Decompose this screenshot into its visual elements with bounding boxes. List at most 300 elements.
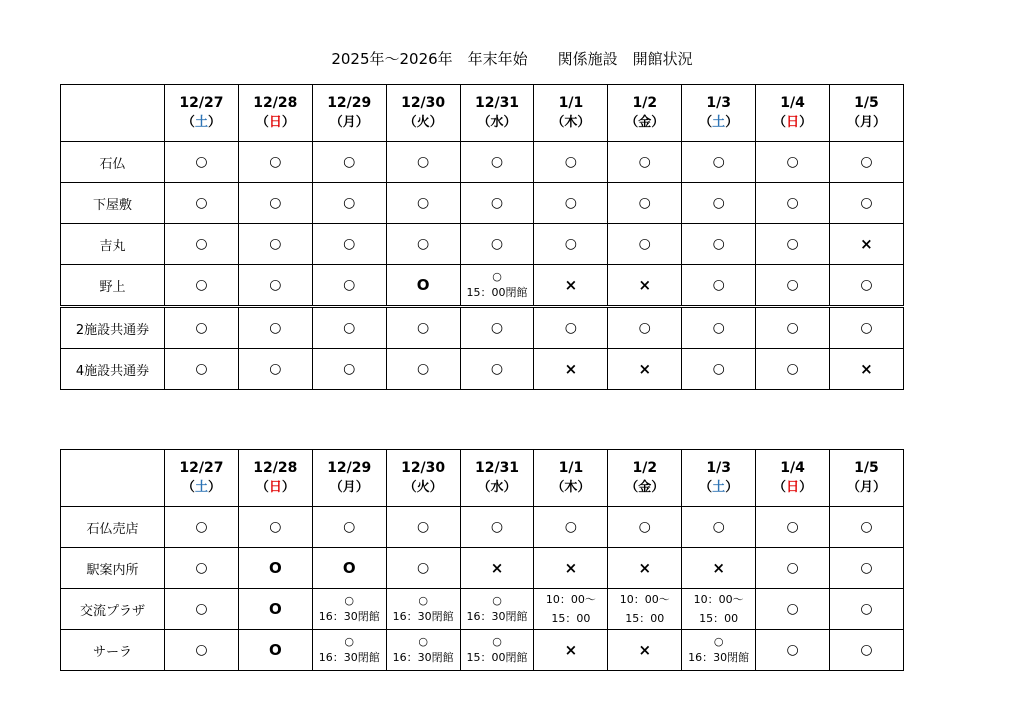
open-mark: ○: [417, 519, 430, 535]
status-note: 16：30閉館: [392, 651, 454, 664]
weekday-label: （土）: [699, 480, 739, 495]
date-label: 1/2: [632, 460, 658, 476]
status-cell: [534, 630, 608, 671]
status-cell: [238, 507, 312, 548]
status-cell: [608, 265, 682, 307]
status-cell: [830, 307, 904, 349]
hours-text: 15：00: [625, 612, 665, 625]
date-label: 1/5: [854, 460, 879, 476]
hours-text: 15：00: [699, 612, 739, 625]
status-cell: [238, 548, 312, 589]
facility-name: サーラ: [61, 630, 165, 671]
date-label: 1/5: [854, 95, 879, 111]
status-cell: [386, 507, 460, 548]
weekday-char: 日: [268, 115, 282, 130]
date-header-cell: [756, 450, 830, 507]
status-cell: [312, 307, 386, 349]
status-cell: [386, 224, 460, 265]
status-symbol: ○: [344, 635, 355, 648]
date-label: 12/29: [327, 460, 372, 476]
status-symbol: ○: [344, 594, 355, 607]
date-label: 12/29: [327, 95, 372, 111]
open-mark: ○: [712, 320, 725, 336]
status-note: 16：30閉館: [466, 610, 528, 623]
date-header-cell: [386, 450, 460, 507]
status-note: 15：00閉館: [466, 651, 528, 664]
closed-mark: ×: [564, 276, 578, 294]
hours-text: 15：00: [551, 612, 591, 625]
facility-row: [61, 589, 904, 630]
open-mark: ○: [786, 642, 799, 658]
open-mark-bold: O: [342, 558, 356, 577]
date-header-cell: [386, 85, 460, 142]
status-cell: [830, 548, 904, 589]
open-mark: ○: [195, 195, 208, 211]
status-symbol: ○: [492, 594, 502, 607]
open-mark: ○: [786, 601, 799, 617]
open-mark: ○: [343, 277, 356, 293]
status-cell: [312, 183, 386, 224]
facility-name: 交流プラザ: [61, 589, 165, 630]
hours-text: 10：00～: [693, 593, 744, 606]
open-mark: ○: [269, 236, 282, 252]
date-header-cell: [608, 85, 682, 142]
status-cell: [534, 589, 608, 630]
date-label: 1/3: [706, 95, 731, 111]
open-mark: ○: [564, 320, 577, 336]
weekday-label: （火）: [403, 115, 443, 130]
status-cell: [386, 349, 460, 390]
status-cell: [460, 224, 534, 265]
date-label: 12/30: [401, 460, 446, 476]
date-header-cell: [460, 450, 534, 507]
facility-row: [61, 224, 904, 265]
status-cell: [460, 307, 534, 349]
status-cell: [165, 630, 239, 671]
status-cell: [682, 307, 756, 349]
weekday-char: 金: [638, 115, 652, 130]
status-cell: [756, 507, 830, 548]
weekday-char: 金: [638, 480, 652, 495]
status-cell: [238, 224, 312, 265]
open-mark: ○: [786, 236, 799, 252]
open-mark: ○: [860, 642, 873, 658]
weekday-label: （日）: [773, 115, 813, 130]
weekday-char: 日: [268, 480, 282, 495]
status-cell: [608, 224, 682, 265]
status-cell: [165, 142, 239, 183]
weekday-char: 月: [342, 115, 356, 130]
date-label: 1/1: [558, 460, 584, 476]
status-cell: [386, 548, 460, 589]
open-mark: ○: [860, 320, 873, 336]
date-header-cell: [165, 85, 239, 142]
open-mark: ○: [490, 320, 504, 336]
status-symbol: ○: [418, 594, 428, 607]
open-mark: ○: [195, 601, 208, 617]
date-header-row: [61, 450, 904, 507]
status-note: 16：30閉館: [688, 651, 750, 664]
status-cell: [460, 265, 534, 307]
weekday-label: （日）: [255, 480, 295, 495]
status-note: 16：30閉館: [318, 651, 380, 664]
status-cell: [386, 630, 460, 671]
open-mark: ○: [564, 519, 577, 535]
open-mark-bold: O: [268, 640, 282, 659]
weekday-label: （木）: [551, 480, 591, 495]
status-cell: [460, 183, 534, 224]
status-cell: [238, 183, 312, 224]
date-header-row: [61, 85, 904, 142]
status-cell: [238, 307, 312, 349]
open-mark: ○: [712, 519, 725, 535]
open-mark: ○: [490, 154, 504, 170]
status-cell: [165, 265, 239, 307]
weekday-char: 日: [786, 480, 800, 495]
status-cell: [756, 548, 830, 589]
open-mark: ○: [417, 195, 430, 211]
facility-name: 4施設共通券: [61, 349, 165, 390]
status-cell: [312, 349, 386, 390]
status-cell: [830, 349, 904, 390]
date-label: 12/28: [253, 460, 298, 476]
open-mark: ○: [417, 154, 430, 170]
status-cell: [534, 224, 608, 265]
status-cell: [756, 265, 830, 307]
date-label: 12/31: [474, 95, 520, 111]
open-mark: ○: [269, 154, 282, 170]
facility-name: 下屋敷: [61, 183, 165, 224]
open-mark: ○: [638, 195, 651, 211]
open-mark: ○: [860, 601, 873, 617]
status-cell: [608, 589, 682, 630]
weekday-char: 火: [416, 480, 430, 495]
weekday-label: （土）: [181, 115, 221, 130]
open-mark: ○: [564, 195, 577, 211]
facility-name: 野上: [61, 265, 165, 307]
open-mark: ○: [269, 277, 282, 293]
date-header-cell: [830, 450, 904, 507]
weekday-label: （土）: [699, 115, 739, 130]
status-cell: [165, 224, 239, 265]
facility-name: 吉丸: [61, 224, 165, 265]
weekday-char: 土: [194, 480, 208, 495]
open-mark: ○: [195, 320, 208, 336]
facility-name: 石仏: [61, 142, 165, 183]
open-mark: ○: [269, 320, 282, 336]
status-cell: [165, 589, 239, 630]
open-mark: ○: [786, 320, 799, 336]
open-mark: ○: [269, 361, 282, 377]
closed-mark: ×: [564, 641, 578, 659]
status-cell: [756, 349, 830, 390]
status-cell: [830, 265, 904, 307]
status-cell: [238, 630, 312, 671]
open-mark: ○: [195, 277, 208, 293]
date-header-cell: [682, 85, 756, 142]
status-cell: [682, 507, 756, 548]
date-label: 1/4: [780, 460, 805, 476]
closed-mark: ×: [564, 360, 578, 378]
hours-text: 10：00～: [619, 593, 670, 606]
open-mark: ○: [860, 560, 873, 576]
open-mark: ○: [786, 560, 799, 576]
weekday-label: （水）: [477, 115, 517, 130]
status-cell: [460, 548, 534, 589]
open-mark: ○: [417, 361, 430, 377]
status-cell: [756, 224, 830, 265]
open-mark-bold: O: [416, 275, 430, 294]
status-cell: [682, 224, 756, 265]
status-cell: [756, 183, 830, 224]
open-mark: ○: [860, 154, 873, 170]
museum-schedule-table: [60, 84, 904, 390]
status-note: 16：30閉館: [392, 610, 454, 623]
open-mark: ○: [638, 236, 651, 252]
facility-row: [61, 183, 904, 224]
weekday-char: 月: [859, 480, 873, 495]
date-label: 1/1: [558, 95, 584, 111]
status-cell: [460, 507, 534, 548]
date-label: 12/27: [179, 95, 224, 111]
status-cell: [682, 142, 756, 183]
facility-name: 駅案内所: [61, 548, 165, 589]
weekday-char: 土: [712, 480, 726, 495]
status-note: 16：30閉館: [318, 610, 380, 623]
status-cell: [312, 507, 386, 548]
facility-row: [61, 507, 904, 548]
open-mark: ○: [343, 320, 356, 336]
header-corner-cell: [61, 450, 165, 507]
weekday-label: （月）: [846, 115, 886, 130]
open-mark: ○: [417, 560, 430, 576]
status-cell: [830, 630, 904, 671]
status-cell: [682, 589, 756, 630]
open-mark: ○: [712, 195, 725, 211]
weekday-label: （月）: [329, 115, 369, 130]
open-mark: ○: [195, 361, 208, 377]
open-mark: ○: [860, 277, 873, 293]
status-cell: [830, 183, 904, 224]
facility-schedule-table: [60, 449, 904, 671]
open-mark: ○: [343, 195, 356, 211]
open-mark: ○: [195, 519, 208, 535]
open-mark: ○: [490, 195, 504, 211]
weekday-label: （日）: [773, 480, 813, 495]
facility-name: 2施設共通券: [61, 307, 165, 349]
status-cell: [608, 142, 682, 183]
open-mark: ○: [786, 277, 799, 293]
weekday-char: 月: [342, 480, 356, 495]
status-cell: [312, 142, 386, 183]
status-symbol: ○: [492, 270, 502, 283]
status-cell: [238, 349, 312, 390]
closed-mark: ×: [564, 559, 578, 577]
status-cell: [460, 630, 534, 671]
status-cell: [830, 507, 904, 548]
open-mark: ○: [195, 154, 208, 170]
weekday-char: 水: [490, 480, 504, 495]
date-header-cell: [165, 450, 239, 507]
weekday-char: 日: [786, 115, 800, 130]
open-mark: ○: [786, 154, 799, 170]
weekday-char: 木: [564, 115, 578, 130]
status-cell: [534, 349, 608, 390]
weekday-char: 土: [194, 115, 208, 130]
status-cell: [608, 630, 682, 671]
status-cell: [386, 307, 460, 349]
status-symbol: ○: [418, 635, 428, 648]
status-cell: [386, 265, 460, 307]
open-mark: ○: [564, 236, 577, 252]
status-cell: [756, 589, 830, 630]
open-mark: ○: [269, 519, 282, 535]
status-cell: [534, 265, 608, 307]
status-cell: [682, 183, 756, 224]
open-mark: ○: [490, 361, 504, 377]
status-cell: [830, 224, 904, 265]
date-header-cell: [608, 450, 682, 507]
open-mark: ○: [490, 236, 504, 252]
closed-mark: ×: [638, 276, 652, 294]
date-header-cell: [756, 85, 830, 142]
date-header-cell: [460, 85, 534, 142]
status-cell: [682, 265, 756, 307]
open-mark: ○: [786, 195, 799, 211]
status-cell: [238, 589, 312, 630]
facility-row: [61, 548, 904, 589]
closed-mark: ×: [638, 559, 652, 577]
weekday-char: 木: [564, 480, 578, 495]
date-label: 12/30: [401, 95, 446, 111]
open-mark: ○: [417, 236, 430, 252]
open-mark: ○: [195, 236, 208, 252]
date-header-cell: [312, 450, 386, 507]
hours-text: 10：00～: [545, 593, 596, 606]
facility-row: [61, 265, 904, 307]
date-label: 1/2: [632, 95, 658, 111]
status-cell: [608, 548, 682, 589]
status-cell: [312, 224, 386, 265]
weekday-label: （木）: [551, 115, 591, 130]
date-header-cell: [312, 85, 386, 142]
facility-name: 石仏売店: [61, 507, 165, 548]
status-cell: [756, 142, 830, 183]
open-mark: ○: [564, 154, 577, 170]
closed-mark: ×: [860, 360, 873, 378]
open-mark: ○: [343, 361, 356, 377]
closed-mark: ×: [638, 641, 652, 659]
open-mark: ○: [417, 320, 430, 336]
status-cell: [608, 183, 682, 224]
facility-row: [61, 349, 904, 390]
open-mark: ○: [638, 519, 651, 535]
closed-mark: ×: [490, 559, 504, 577]
weekday-label: （土）: [181, 480, 221, 495]
status-cell: [165, 548, 239, 589]
open-mark: ○: [343, 236, 356, 252]
closed-mark: ×: [638, 360, 652, 378]
status-cell: [165, 183, 239, 224]
date-header-cell: [682, 450, 756, 507]
status-symbol: ○: [713, 635, 724, 648]
weekday-label: （火）: [403, 480, 443, 495]
status-cell: [165, 349, 239, 390]
status-cell: [312, 548, 386, 589]
status-cell: [534, 307, 608, 349]
weekday-char: 土: [712, 115, 726, 130]
status-cell: [608, 307, 682, 349]
open-mark-bold: O: [268, 558, 282, 577]
weekday-label: （金）: [625, 115, 665, 130]
open-mark: ○: [638, 154, 651, 170]
date-label: 12/28: [253, 95, 298, 111]
page-title: 2025年～2026年 年末年始 関係施設 開館状況: [331, 50, 693, 68]
open-mark-bold: O: [268, 599, 282, 618]
closed-mark: ×: [712, 559, 725, 577]
status-cell: [830, 589, 904, 630]
date-label: 12/31: [474, 460, 520, 476]
open-mark: ○: [638, 320, 651, 336]
status-cell: [312, 630, 386, 671]
status-cell: [460, 142, 534, 183]
open-mark: ○: [860, 195, 873, 211]
open-mark: ○: [712, 154, 725, 170]
weekday-char: 月: [859, 115, 873, 130]
status-symbol: ○: [492, 635, 502, 648]
status-cell: [312, 265, 386, 307]
status-cell: [312, 589, 386, 630]
status-cell: [608, 507, 682, 548]
open-mark: ○: [786, 519, 799, 535]
facility-row: [61, 142, 904, 183]
weekday-label: （日）: [255, 115, 295, 130]
open-mark: ○: [269, 195, 282, 211]
open-mark: ○: [195, 642, 208, 658]
facility-row: [61, 307, 904, 349]
header-corner-cell: [61, 85, 165, 142]
open-mark: ○: [860, 519, 873, 535]
closed-mark: ×: [860, 235, 873, 253]
status-cell: [386, 183, 460, 224]
status-cell: [682, 548, 756, 589]
date-label: 12/27: [179, 460, 224, 476]
date-label: 1/4: [780, 95, 805, 111]
facility-row: [61, 630, 904, 671]
status-cell: [386, 142, 460, 183]
weekday-label: （月）: [846, 480, 886, 495]
status-cell: [460, 589, 534, 630]
weekday-label: （水）: [477, 480, 517, 495]
open-mark: ○: [712, 236, 725, 252]
open-mark: ○: [195, 560, 208, 576]
weekday-char: 水: [490, 115, 504, 130]
status-cell: [682, 349, 756, 390]
status-cell: [682, 630, 756, 671]
status-cell: [165, 507, 239, 548]
weekday-char: 火: [416, 115, 430, 130]
weekday-label: （金）: [625, 480, 665, 495]
open-mark: ○: [343, 519, 356, 535]
open-mark: ○: [712, 361, 725, 377]
status-cell: [534, 548, 608, 589]
date-header-cell: [238, 450, 312, 507]
status-cell: [756, 307, 830, 349]
date-header-cell: [534, 85, 608, 142]
open-mark: ○: [712, 277, 725, 293]
weekday-label: （月）: [329, 480, 369, 495]
status-cell: [238, 142, 312, 183]
